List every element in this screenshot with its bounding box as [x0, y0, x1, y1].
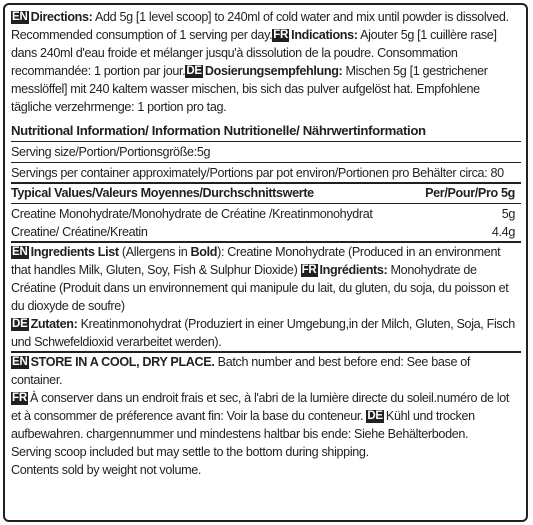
serving-size: Serving size/Portion/Portionsgröße:5g	[11, 145, 211, 159]
divider	[11, 141, 521, 142]
storage-text-en: Batch number and best before end: See base of container.	[11, 355, 471, 387]
table-row	[11, 223, 521, 241]
fr-flag: FR	[273, 29, 289, 41]
nutrition-heading: Nutritional Information/ Information Nutritionelle/ Nährwertinformation	[11, 123, 426, 138]
servings-per-container: Servings per container approximately/Portions par pot environ/Portionen pro Behälter circa: 80	[11, 166, 504, 180]
table-row	[11, 205, 521, 223]
storage-text-fr: À conserver dans un endroit frais et sec, à l'abri de la lumière directe du soleil.numéro de lot et à consommer de préference avant fin: Voir la base du conteneur.	[11, 391, 510, 423]
nutrient-value: 4.4g	[491, 225, 515, 239]
nutrient-name: Creatine Monohydrate/Monohydrate de Créatine /Kreatinmonohydrat	[11, 207, 373, 221]
allergen-bold-word: Bold	[190, 245, 218, 259]
directions-title-de: Dosierungsempfehlung:	[204, 64, 343, 78]
storage-title-en: STORE IN A COOL, DRY PLACE.	[30, 355, 215, 369]
storage-paragraph	[11, 353, 521, 479]
nutrient-name: Creatine/ Créatine/Kreatin	[11, 225, 148, 239]
ingredients-text-en-cont: ): Creatine Monohydrate (Produced in an environment that handles Milk, Gluten, Soy, Fish & Sulphur Dioxide)	[11, 245, 501, 277]
column-header-per-serving: Per/Pour/Pro 5g	[425, 186, 515, 200]
de-flag: DE	[186, 65, 202, 77]
nutrition-table-header	[11, 184, 521, 202]
ingredients-title-fr: Ingrédients:	[319, 263, 388, 277]
storage-text-de: Kühl und trocken aufbewahren. chargennummer und mindestens haltbar bis ende: Siehe Behälterboden.	[11, 409, 475, 441]
product-label	[3, 3, 528, 522]
ingredients-text-en: (Allergens in	[118, 245, 191, 259]
directions-paragraph	[11, 8, 521, 116]
directions-text-de: Mischen 5g [1 gestrichener messlöffel] mit 240 kaltem wasser mischen, bis sich das pulver aufgelöst hat. Empfohlene tägliche verzehrmenge: 1 portion pro tag.	[11, 64, 488, 114]
directions-text-en: Add 5g [1 level scoop] to 240ml of cold water and mix until powder is dissolved. Recommended consumption of 1 serving per day.	[11, 10, 509, 42]
directions-title-en: Directions:	[30, 10, 93, 24]
de-flag: DE	[12, 318, 28, 330]
ingredients-text-fr: Monohydrate de Créatine (Produit dans un environnement qui manipule du lait, du gluten, du soja, du poisson et du dioxyde de soufre)	[11, 263, 509, 313]
scoop-note: Serving scoop included but may settle to the bottom during shipping.	[11, 445, 369, 459]
fr-flag: FR	[12, 392, 27, 404]
directions-title-fr: Indications:	[291, 28, 358, 42]
directions-text-fr: Ajouter 5g [1 cuillère rase] dans 240ml d'eau froide et mélanger jusqu'à dissolution de la poudre. Consommation recommandée: 1 portion par jour.	[11, 28, 497, 78]
en-flag: EN	[12, 246, 28, 258]
en-flag: EN	[12, 11, 28, 23]
fr-flag: FR	[301, 264, 317, 276]
de-flag: DE	[367, 410, 383, 422]
nutrient-value: 5g	[501, 207, 515, 221]
ingredients-title-de: Zutaten:	[30, 317, 78, 331]
ingredients-text-de: Kreatinmonohydrat (Produziert in einer Umgebung,in der Milch, Gluten, Soja, Fisch und Schwefeldioxid verarbeitet werden).	[11, 317, 515, 349]
column-header-typical-values: Typical Values/Valeurs Moyennes/Durchschnittswerte	[11, 186, 314, 200]
divider	[11, 162, 521, 163]
ingredients-title-en: Ingredients List	[30, 245, 119, 259]
divider	[11, 203, 521, 204]
ingredients-paragraph	[11, 243, 521, 351]
weight-note: Contents sold by weight not volume.	[11, 463, 202, 477]
en-flag: EN	[12, 356, 28, 368]
